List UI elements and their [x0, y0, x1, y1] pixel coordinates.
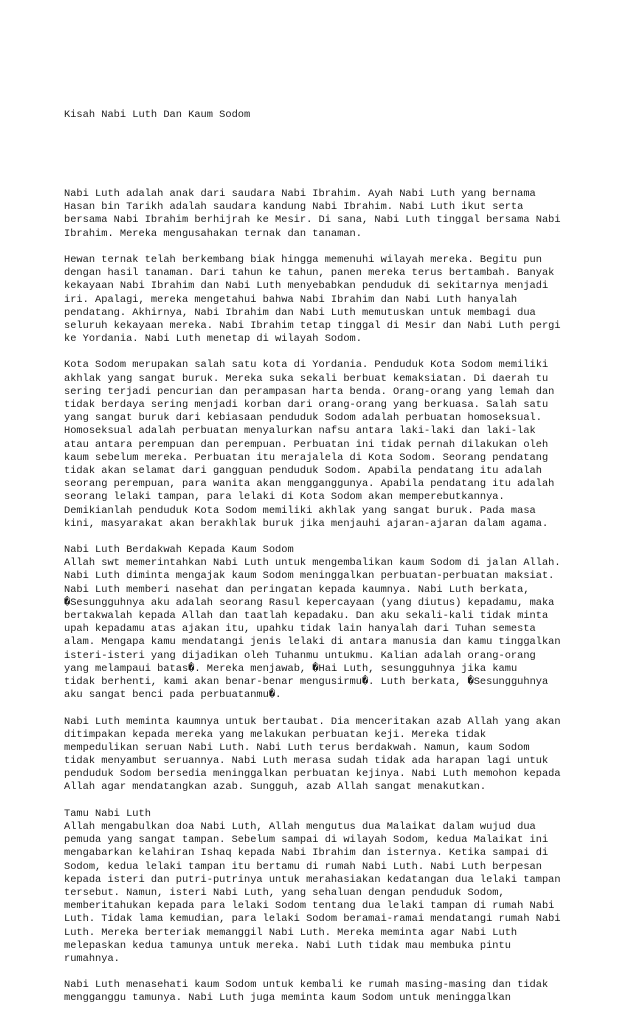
- text-line: akhlak yang sangat buruk. Mereka suka sekali berbuat kemaksiatan. Di daerah tu: [64, 372, 549, 385]
- document-body: [64, 188, 624, 1006]
- text-line: Nabi Luth Berdakwah Kepada Kaum Sodom: [64, 544, 294, 557]
- text-line: Ibrahim. Mereka mengusahakan ternak dan tanaman.: [64, 227, 362, 240]
- text-line: Nabi Luth memberi nasehat dan peringatan kepada kaumnya. Nabi Luth berkata,: [64, 583, 530, 596]
- paragraph: [64, 716, 624, 795]
- paragraph: [64, 979, 624, 1005]
- text-line: yang melampaui batas�. Mereka menjawab, �Hai Luth, sesungguhnya jika kamu: [64, 662, 518, 675]
- text-line: tidak akan selamat dari gangguan penduduk Sodom. Apabila pendatang itu adalah: [64, 464, 542, 477]
- text-line: isteri-isteri yang dijadikan oleh Tuhanmu untukmu. Kalian adalah orang-orang: [64, 649, 536, 662]
- document-page: [64, 56, 624, 1032]
- text-line: �Sesungguhnya aku adalah seorang Rasul kepercayaan (yang diutus) kepadamu, maka: [64, 596, 555, 609]
- text-line: Nabi Luth meminta kaumnya untuk bertaubat. Dia menceritakan azab Allah yang akan: [64, 715, 561, 728]
- text-line: Sodom, kedua lelaki tampan itu bertamu di rumah Nabi Luth. Nabi Luth berpesan: [64, 860, 542, 873]
- paragraph: [64, 359, 624, 530]
- text-line: penduduk Sodom bersedia meninggalkan perbuatan kejinya. Nabi Luth memohon kepada: [64, 768, 561, 781]
- text-line: Kota Sodom merupakan salah satu kota di Yordania. Penduduk Kota Sodom memiliki: [64, 359, 549, 372]
- text-line: kekayaan Nabi Ibrahim dan Nabi Luth menyebabkan penduduk di sekitarnya menjadi: [64, 280, 549, 293]
- text-line: Tamu Nabi Luth: [64, 807, 151, 820]
- text-line: Allah agar mendatangkan azab. Sungguh, azab Allah sangat menakutkan.: [64, 781, 487, 794]
- text-line: pemuda yang sangat tampan. Sebelum sampai di wilayah Sodom, kedua Malaikat ini: [64, 834, 549, 847]
- text-line: alam. Mengapa kamu mendatangi jenis lelaki di antara manusia dan kamu tinggalkan: [64, 636, 561, 649]
- text-line: aku sangat benci pada perbuatanmu�.: [64, 689, 282, 702]
- text-line: seluruh kekayaan mereka. Nabi Ibrahim tetap tinggal di Mesir dan Nabi Luth pergi: [64, 319, 561, 332]
- text-line: melepaskan kedua tamunya untuk mereka. Nabi Luth tidak mau membuka pintu: [64, 939, 511, 952]
- text-line: Hewan ternak telah berkembang biak hingga memenuhi wilayah mereka. Begitu pun: [64, 253, 542, 266]
- text-line: Luth. Tidak lama kemudian, para lelaki Sodom beramai-ramai mendatangi rumah Nabi: [64, 913, 561, 926]
- paragraph: [64, 254, 624, 346]
- text-line: sering terjadi pencurian dan perampasan harta benda. Orang-orang yang lemah dan: [64, 385, 555, 398]
- text-line: seorang perempuan, para wanita akan mengganggunya. Apabila pendatang itu adalah: [64, 478, 555, 491]
- text-line: atau antara perempuan dan perempuan. Perbuatan ini tidak pernah dilakukan oleh: [64, 438, 549, 451]
- text-line: dengan hasil tanaman. Dari tahun ke tahun, panen mereka terus bertambah. Banyak: [64, 267, 555, 280]
- text-line: Nabi Luth diminta mengajak kaum Sodom meninggalkan perbuatan-perbuatan maksiat.: [64, 570, 555, 583]
- text-line: mempedulikan seruan Nabi Luth. Nabi Luth terus berdakwah. Namun, kaum Sodom: [64, 741, 530, 754]
- text-line: ke Yordania. Nabi Luth menetap di wilayah Sodom.: [64, 333, 362, 346]
- text-line: Luth. Mereka berteriak memanggil Nabi Luth. Mereka meminta agar Nabi Luth: [64, 926, 518, 939]
- text-line: Allah mengabulkan doa Nabi Luth, Allah mengutus dua Malaikat dalam wujud dua: [64, 821, 536, 833]
- text-line: upah kepadamu atas ajakan itu, upahku tidak lain hanyalah dari Tuhan semesta: [64, 623, 536, 636]
- text-line: bertakwalah kepada Allah dan taatlah kepadaku. Dan aku sekali-kali tidak minta: [64, 610, 549, 622]
- text-line: yang sangat buruk dari kebiasaan penduduk Sodom adalah perbuatan homoseksual.: [64, 412, 542, 425]
- text-line: tersebut. Namun, isteri Nabi Luth, yang sehaluan dengan penduduk Sodom,: [64, 886, 505, 899]
- text-line: Nabi Luth adalah anak dari saudara Nabi Ibrahim. Ayah Nabi Luth yang bernama: [64, 188, 536, 200]
- document-title: [64, 82, 624, 148]
- text-line: pendatang. Akhirnya, Nabi Ibrahim dan Nabi Luth memutuskan untuk membagi dua: [64, 306, 536, 319]
- text-line: mengabarkan kelahiran Ishaq kepada Nabi Ibrahim dan isternya. Ketika sampai di: [64, 847, 549, 860]
- text-line: memberitahukan kepada para lelaki Sodom tentang dua lelaki tampan di rumah Nabi: [64, 900, 555, 913]
- text-line: tidak menyambut seruannya. Nabi Luth merasa sudah tidak ada harapan lagi untuk: [64, 755, 549, 768]
- text-line: Homoseksual adalah perbuatan menyalurkan nafsu antara laki-laki dan laki-lak: [64, 425, 536, 438]
- text-line: tidak berdaya sering menjadi korban dari orang-orang yang berkuasa. Salah satu: [64, 399, 549, 411]
- text-line: Hasan bin Tarikh adalah saudara kandung Nabi Ibrahim. Nabi Luth ikut serta: [64, 201, 524, 214]
- text-line: bersama Nabi Ibrahim berhijrah ke Mesir. Di sana, Nabi Luth tinggal bersama Nabi: [64, 214, 561, 227]
- text-line: kepada isteri dan putri-putrinya untuk merahasiakan kedatangan dua lelaki tampan: [64, 873, 561, 886]
- text-line: rumahnya.: [64, 952, 120, 965]
- paragraph: [64, 188, 624, 241]
- paragraph: [64, 544, 624, 702]
- text-line: ditimpakan kepada mereka yang melakukan perbuatan keji. Mereka tidak: [64, 728, 487, 741]
- text-line: iri. Apalagi, mereka mengetahui bahwa Nabi Ibrahim dan Nabi Luth hanyalah: [64, 293, 518, 306]
- text-line: kaum sebelum mereka. Perbuatan itu merajalela di Kota Sodom. Seorang pendatang: [64, 451, 549, 464]
- text-line: mengganggu tamunya. Nabi Luth juga meminta kaum Sodom untuk meninggalkan: [64, 992, 511, 1005]
- text-line: Demikianlah penduduk Kota Sodom memiliki akhlak yang sangat buruk. Pada masa: [64, 504, 536, 517]
- paragraph: [64, 808, 624, 966]
- text-line: kini, masyarakat akan berakhlak buruk jika menjauhi ajaran-ajaran dalam agama.: [64, 517, 549, 530]
- text-line: Nabi Luth menasehati kaum Sodom untuk kembali ke rumah masing-masing dan tidak: [64, 979, 549, 992]
- text-line: Allah swt memerintahkan Nabi Luth untuk mengembalikan kaum Sodom di jalan Allah.: [64, 557, 561, 570]
- text-line: tidak berhenti, kami akan benar-benar mengusirmu�. Luth berkata, �Sesungguhnya: [64, 675, 549, 688]
- title-line: Kisah Nabi Luth Dan Kaum Sodom: [64, 108, 251, 121]
- text-line: seorang lelaki tampan, para lelaki di Kota Sodom akan memperebutkannya.: [64, 491, 505, 504]
